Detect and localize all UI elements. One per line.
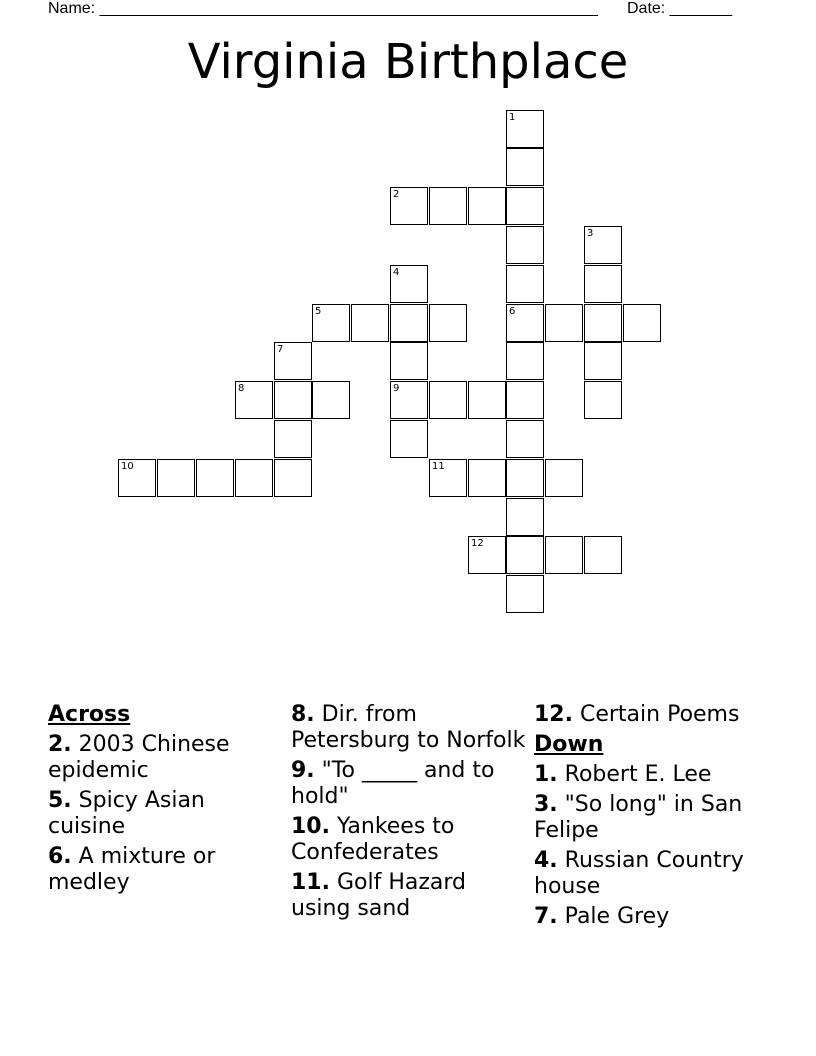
clue-number: 3. (534, 792, 558, 817)
grid-cell-number: 12 (471, 538, 484, 549)
clue-across-12 (534, 702, 774, 728)
clue-number: 5. (48, 788, 72, 813)
clue-down-4 (534, 848, 774, 900)
grid-cell[interactable] (584, 304, 622, 342)
grid-cell[interactable] (274, 420, 312, 458)
grid-cell[interactable] (623, 304, 661, 342)
clue-text: "To _____ and to hold" (291, 758, 495, 809)
grid-cell[interactable] (390, 304, 428, 342)
grid-cell-number: 4 (393, 267, 400, 278)
clue-text: Robert E. Lee (564, 762, 712, 787)
grid-cell[interactable] (506, 342, 544, 380)
grid-cell-number: 10 (121, 461, 134, 472)
grid-cell[interactable] (545, 536, 583, 574)
grid-cell[interactable] (506, 420, 544, 458)
grid-cell[interactable] (584, 265, 622, 303)
clues-column-2 (291, 702, 531, 926)
grid-cell[interactable] (312, 381, 350, 419)
clues-column-3 (534, 702, 774, 934)
grid-cell[interactable] (429, 304, 467, 342)
clue-text: Pale Grey (564, 904, 670, 929)
clue-text: A mixture or medley (48, 844, 216, 895)
clue-across-2 (48, 732, 288, 784)
clue-across-6 (48, 844, 288, 896)
grid-cell[interactable] (506, 536, 544, 574)
clue-number: 8. (291, 702, 315, 727)
grid-cell[interactable] (390, 420, 428, 458)
grid-cell-number: 2 (393, 189, 400, 200)
grid-cell[interactable] (584, 342, 622, 380)
grid-cell-number: 1 (509, 112, 516, 123)
clue-number: 12. (534, 702, 573, 727)
grid-cell[interactable] (545, 459, 583, 497)
clue-text: Dir. from Petersburg to Norfolk (291, 702, 526, 753)
clue-text: Spicy Asian cuisine (48, 788, 205, 839)
clue-down-7 (534, 904, 774, 930)
grid-cell[interactable] (351, 304, 389, 342)
grid-cell[interactable] (545, 304, 583, 342)
clue-across-10 (291, 814, 531, 866)
grid-cell-number: 3 (587, 228, 594, 239)
grid-cell-number: 6 (509, 306, 516, 317)
clue-number: 2. (48, 732, 72, 757)
grid-cell[interactable] (274, 381, 312, 419)
clue-across-11 (291, 870, 531, 922)
clues-column-1 (48, 702, 288, 900)
grid-cell[interactable] (506, 575, 544, 613)
clue-number: 10. (291, 814, 330, 839)
grid-cell[interactable] (506, 148, 544, 186)
grid-cell[interactable] (468, 187, 506, 225)
clue-across-9 (291, 758, 531, 810)
across-heading: Across (48, 702, 131, 727)
date-field-label: Date: _______ (627, 0, 732, 17)
grid-cell[interactable] (468, 381, 506, 419)
clue-across-8 (291, 702, 531, 754)
clue-down-3 (534, 792, 774, 844)
clue-text: 2003 Chinese epidemic (48, 732, 230, 783)
grid-cell[interactable] (274, 459, 312, 497)
clue-text: Golf Hazard using sand (291, 870, 467, 921)
clue-down-1 (534, 762, 774, 788)
grid-cell[interactable] (468, 459, 506, 497)
grid-cell[interactable] (506, 381, 544, 419)
grid-cell[interactable] (196, 459, 234, 497)
clue-text: "So long" in San Felipe (534, 792, 743, 843)
clue-number: 1. (534, 762, 558, 787)
grid-cell[interactable] (429, 187, 467, 225)
grid-cell[interactable] (157, 459, 195, 497)
clue-text: Certain Poems (579, 702, 740, 727)
grid-cell[interactable] (506, 226, 544, 264)
grid-cell[interactable] (584, 381, 622, 419)
clue-number: 4. (534, 848, 558, 873)
clue-text: Yankees to Confederates (291, 814, 455, 865)
grid-cell-number: 7 (277, 344, 284, 355)
clue-number: 7. (534, 904, 558, 929)
grid-cell[interactable] (429, 381, 467, 419)
grid-cell[interactable] (235, 459, 273, 497)
grid-cell-number: 9 (393, 383, 400, 394)
grid-cell-number: 8 (238, 383, 245, 394)
grid-cell[interactable] (506, 265, 544, 303)
grid-cell[interactable] (584, 536, 622, 574)
grid-cell[interactable] (506, 498, 544, 536)
puzzle-title: Virginia Birthplace (187, 34, 629, 90)
clue-across-5 (48, 788, 288, 840)
clue-number: 9. (291, 758, 315, 783)
name-field-label: Name: ________________________________________________________ (48, 0, 598, 17)
clue-number: 6. (48, 844, 72, 869)
clue-number: 11. (291, 870, 330, 895)
down-heading: Down (534, 732, 604, 757)
grid-cell-number: 11 (432, 461, 445, 472)
grid-cell[interactable] (506, 459, 544, 497)
grid-cell[interactable] (506, 187, 544, 225)
grid-cell[interactable] (390, 342, 428, 380)
grid-cell-number: 5 (315, 306, 322, 317)
clue-text: Russian Country house (534, 848, 744, 899)
